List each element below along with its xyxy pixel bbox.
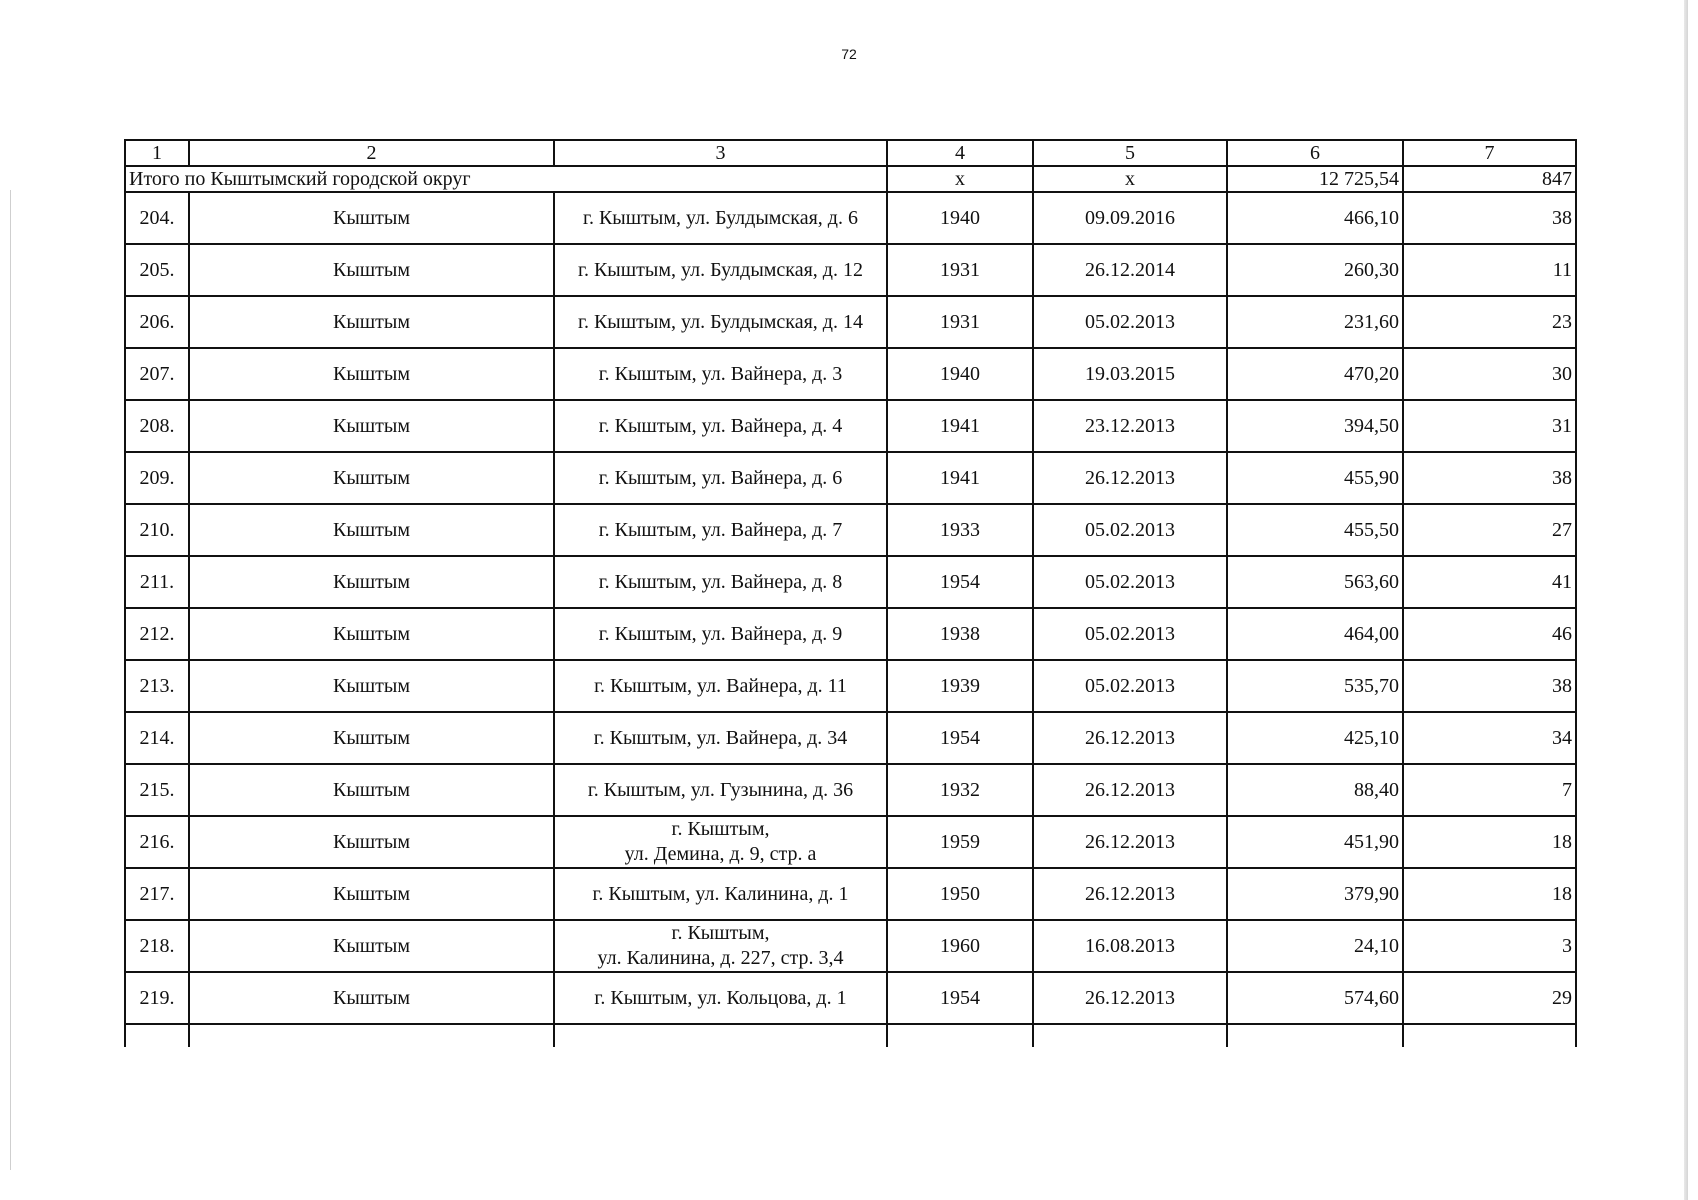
table-row	[125, 868, 1576, 920]
residents-cell: 46	[1403, 608, 1576, 660]
address-cell: г. Кыштым, ул. Булдымская, д. 14	[554, 296, 887, 348]
table-row	[125, 608, 1576, 660]
row-number-cell: 204.	[125, 192, 189, 244]
row-number-cell: 208.	[125, 400, 189, 452]
residents-cell: 34	[1403, 712, 1576, 764]
area-cell: 574,60	[1227, 972, 1403, 1024]
total-col4: х	[887, 166, 1033, 192]
row-number-cell: 215.	[125, 764, 189, 816]
address-cell: г. Кыштым, ул. Кольцова, д. 1	[554, 972, 887, 1024]
table-row	[125, 712, 1576, 764]
locality-cell: Кыштым	[189, 504, 554, 556]
locality-cell: Кыштым	[189, 868, 554, 920]
address-cell: г. Кыштым, ул. Вайнера, д. 3	[554, 348, 887, 400]
address-cell: г. Кыштым, ул. Вайнера, д. 34	[554, 712, 887, 764]
residents-cell: 31	[1403, 400, 1576, 452]
date-cell: 26.12.2014	[1033, 244, 1227, 296]
locality-cell: Кыштым	[189, 764, 554, 816]
area-cell: 466,10	[1227, 192, 1403, 244]
table-row	[125, 920, 1576, 972]
page-number: 72	[841, 46, 857, 62]
empty-cell	[554, 1024, 887, 1047]
locality-cell: Кыштым	[189, 608, 554, 660]
date-cell: 05.02.2013	[1033, 660, 1227, 712]
address-cell: г. Кыштым, ул. Гузынина, д. 36	[554, 764, 887, 816]
build-year-cell: 1954	[887, 556, 1033, 608]
row-number-cell: 213.	[125, 660, 189, 712]
table-row	[125, 972, 1576, 1024]
area-cell: 394,50	[1227, 400, 1403, 452]
residents-cell: 18	[1403, 816, 1576, 868]
scan-edge	[10, 190, 11, 1170]
locality-cell: Кыштым	[189, 348, 554, 400]
build-year-cell: 1954	[887, 972, 1033, 1024]
build-year-cell: 1940	[887, 192, 1033, 244]
table-row	[125, 244, 1576, 296]
date-cell: 19.03.2015	[1033, 348, 1227, 400]
address-cell: г. Кыштым, ул. Вайнера, д. 6	[554, 452, 887, 504]
row-number-cell: 217.	[125, 868, 189, 920]
build-year-cell: 1933	[887, 504, 1033, 556]
address-cell: г. Кыштым, ул. Вайнера, д. 8	[554, 556, 887, 608]
address-cell: г. Кыштым, ул. Вайнера, д. 9	[554, 608, 887, 660]
date-cell: 26.12.2013	[1033, 764, 1227, 816]
row-number-cell: 212.	[125, 608, 189, 660]
column-number: 7	[1403, 140, 1576, 166]
address-cell: г. Кыштым, ул. Демина, д. 9, стр. а	[554, 816, 887, 868]
build-year-cell: 1931	[887, 244, 1033, 296]
build-year-cell: 1931	[887, 296, 1033, 348]
residents-cell: 38	[1403, 660, 1576, 712]
area-cell: 563,60	[1227, 556, 1403, 608]
date-cell: 05.02.2013	[1033, 556, 1227, 608]
date-cell: 26.12.2013	[1033, 712, 1227, 764]
date-cell: 26.12.2013	[1033, 452, 1227, 504]
date-cell: 05.02.2013	[1033, 504, 1227, 556]
row-number-cell: 211.	[125, 556, 189, 608]
locality-cell: Кыштым	[189, 712, 554, 764]
date-cell: 26.12.2013	[1033, 816, 1227, 868]
address-cell: г. Кыштым, ул. Вайнера, д. 4	[554, 400, 887, 452]
column-number: 6	[1227, 140, 1403, 166]
locality-cell: Кыштым	[189, 192, 554, 244]
address-cell: г. Кыштым, ул. Булдымская, д. 6	[554, 192, 887, 244]
date-cell: 26.12.2013	[1033, 868, 1227, 920]
table-row	[125, 660, 1576, 712]
empty-cell	[887, 1024, 1033, 1047]
total-row	[125, 166, 1576, 192]
scan-edge	[1684, 0, 1688, 1200]
area-cell: 451,90	[1227, 816, 1403, 868]
area-cell: 88,40	[1227, 764, 1403, 816]
table-row	[125, 452, 1576, 504]
empty-cell	[1227, 1024, 1403, 1047]
date-cell: 23.12.2013	[1033, 400, 1227, 452]
column-number: 2	[189, 140, 554, 166]
column-number: 5	[1033, 140, 1227, 166]
area-cell: 231,60	[1227, 296, 1403, 348]
empty-cell	[1033, 1024, 1227, 1047]
row-number-cell: 209.	[125, 452, 189, 504]
row-number-cell: 206.	[125, 296, 189, 348]
continuation-row	[125, 1024, 1576, 1047]
locality-cell: Кыштым	[189, 972, 554, 1024]
locality-cell: Кыштым	[189, 296, 554, 348]
row-number-cell: 216.	[125, 816, 189, 868]
table-row	[125, 400, 1576, 452]
date-cell: 09.09.2016	[1033, 192, 1227, 244]
locality-cell: Кыштым	[189, 452, 554, 504]
area-cell: 260,30	[1227, 244, 1403, 296]
address-cell: г. Кыштым, ул. Булдымская, д. 12	[554, 244, 887, 296]
total-label: Итого по Кыштымский городской округ	[125, 166, 887, 192]
empty-cell	[125, 1024, 189, 1047]
locality-cell: Кыштым	[189, 400, 554, 452]
table-row	[125, 556, 1576, 608]
row-number-cell: 214.	[125, 712, 189, 764]
build-year-cell: 1960	[887, 920, 1033, 972]
residents-cell: 23	[1403, 296, 1576, 348]
total-col5: х	[1033, 166, 1227, 192]
residents-cell: 38	[1403, 192, 1576, 244]
table-row	[125, 192, 1576, 244]
locality-cell: Кыштым	[189, 556, 554, 608]
table-row	[125, 296, 1576, 348]
locality-cell: Кыштым	[189, 816, 554, 868]
residents-cell: 38	[1403, 452, 1576, 504]
area-cell: 535,70	[1227, 660, 1403, 712]
total-residents: 847	[1403, 166, 1576, 192]
build-year-cell: 1950	[887, 868, 1033, 920]
housing-table	[124, 139, 1577, 1047]
build-year-cell: 1940	[887, 348, 1033, 400]
locality-cell: Кыштым	[189, 920, 554, 972]
table-row	[125, 348, 1576, 400]
total-area: 12 725,54	[1227, 166, 1403, 192]
table-row	[125, 816, 1576, 868]
residents-cell: 7	[1403, 764, 1576, 816]
build-year-cell: 1938	[887, 608, 1033, 660]
empty-cell	[1403, 1024, 1576, 1047]
area-cell: 455,50	[1227, 504, 1403, 556]
build-year-cell: 1941	[887, 452, 1033, 504]
address-cell: г. Кыштым, ул. Вайнера, д. 7	[554, 504, 887, 556]
build-year-cell: 1939	[887, 660, 1033, 712]
area-cell: 24,10	[1227, 920, 1403, 972]
row-number-cell: 218.	[125, 920, 189, 972]
address-cell: г. Кыштым, ул. Калинина, д. 227, стр. 3,4	[554, 920, 887, 972]
area-cell: 425,10	[1227, 712, 1403, 764]
row-number-cell: 205.	[125, 244, 189, 296]
row-number-cell: 210.	[125, 504, 189, 556]
column-number: 4	[887, 140, 1033, 166]
residents-cell: 18	[1403, 868, 1576, 920]
residents-cell: 30	[1403, 348, 1576, 400]
date-cell: 26.12.2013	[1033, 972, 1227, 1024]
date-cell: 05.02.2013	[1033, 608, 1227, 660]
locality-cell: Кыштым	[189, 244, 554, 296]
row-number-cell: 207.	[125, 348, 189, 400]
locality-cell: Кыштым	[189, 660, 554, 712]
area-cell: 379,90	[1227, 868, 1403, 920]
address-cell: г. Кыштым, ул. Калинина, д. 1	[554, 868, 887, 920]
build-year-cell: 1941	[887, 400, 1033, 452]
residents-cell: 27	[1403, 504, 1576, 556]
column-number-header-row	[125, 140, 1576, 166]
residents-cell: 11	[1403, 244, 1576, 296]
residents-cell: 29	[1403, 972, 1576, 1024]
build-year-cell: 1932	[887, 764, 1033, 816]
area-cell: 470,20	[1227, 348, 1403, 400]
residents-cell: 3	[1403, 920, 1576, 972]
address-cell: г. Кыштым, ул. Вайнера, д. 11	[554, 660, 887, 712]
empty-cell	[189, 1024, 554, 1047]
date-cell: 16.08.2013	[1033, 920, 1227, 972]
build-year-cell: 1959	[887, 816, 1033, 868]
date-cell: 05.02.2013	[1033, 296, 1227, 348]
build-year-cell: 1954	[887, 712, 1033, 764]
column-number: 1	[125, 140, 189, 166]
row-number-cell: 219.	[125, 972, 189, 1024]
column-number: 3	[554, 140, 887, 166]
table-row	[125, 504, 1576, 556]
table-row	[125, 764, 1576, 816]
area-cell: 455,90	[1227, 452, 1403, 504]
residents-cell: 41	[1403, 556, 1576, 608]
area-cell: 464,00	[1227, 608, 1403, 660]
